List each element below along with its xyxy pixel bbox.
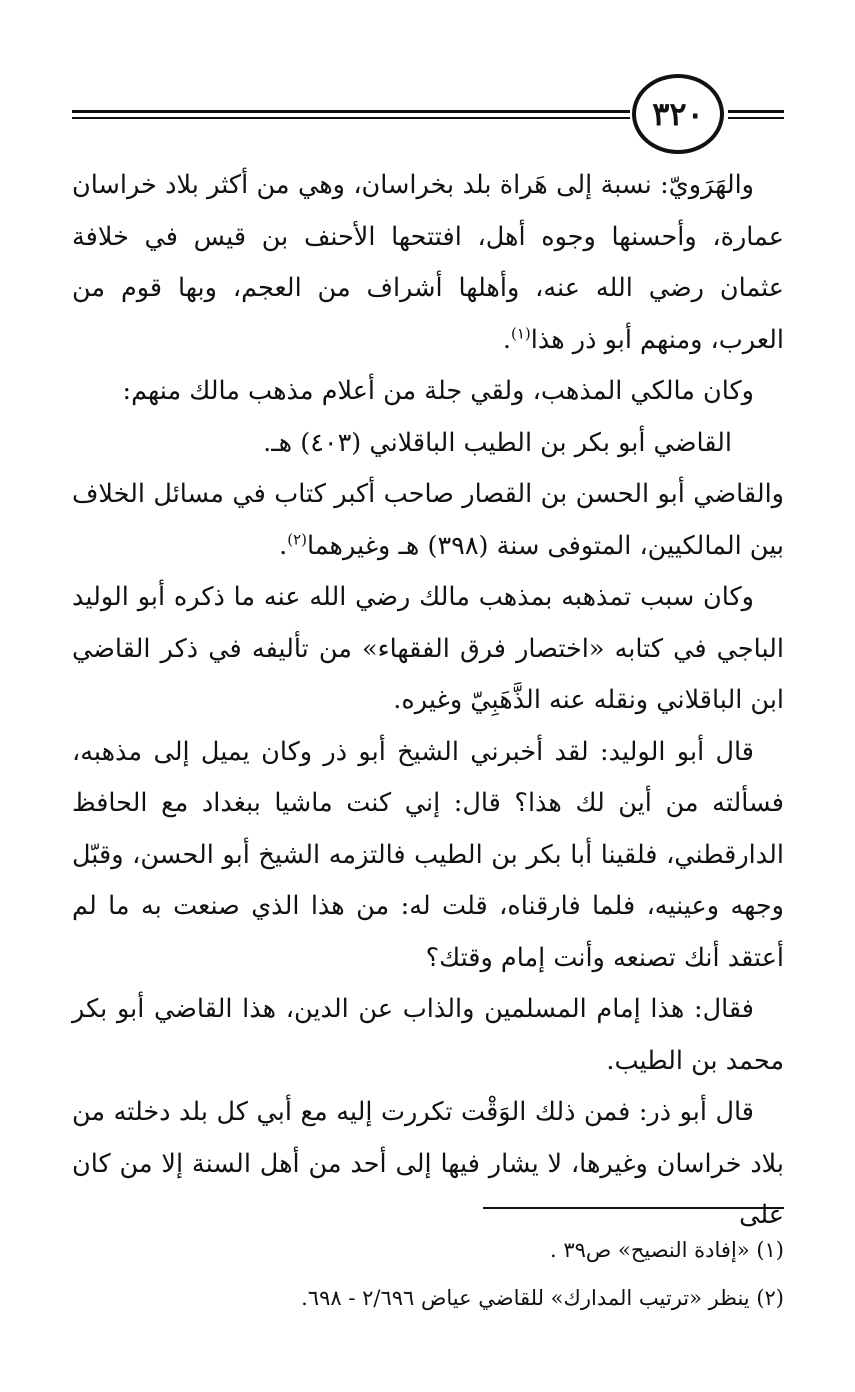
header-rule: [728, 117, 784, 119]
paragraph-text: وكان مالكي المذهب، ولقي جلة من أعلام مذهب مالك منهم:: [122, 376, 754, 406]
paragraph-text: والقاضي أبو الحسن بن القصار صاحب أكبر كتاب في مسائل الخلاف بين المالكيين، المتوفى سنة (٣٩٨) هـ وغيرهما: [72, 479, 784, 561]
header-rule: [728, 110, 784, 113]
paragraph-end: .: [502, 324, 511, 355]
paragraph-text: فقال: هذا إمام المسلمين والذاب عن الدين، هذا القاضي أبو بكر محمد بن الطيب.: [72, 994, 784, 1076]
paragraph-text: القاضي أبو بكر بن الطيب الباقلاني (٤٠٣) هـ.: [263, 427, 732, 458]
footnote: (١) «إفادة النصيح» ص٣٩ .: [549, 1238, 784, 1262]
page-header: [72, 72, 784, 158]
paragraph: [72, 984, 784, 1087]
paragraph: [72, 418, 784, 470]
paragraph-end: .: [279, 530, 288, 561]
footnote-separator: [483, 1207, 784, 1209]
paragraph-text: قال أبو الوليد: لقد أخبرني الشيخ أبو ذر وكان يميل إلى مذهبه، فسألته من أين لك هذا؟ قال: إني كنت ماشيا ببغداد مع الحافظ الدارقطني، فلقينا أبا بكر بن الطيب فالتزمه الشيخ أبو الحسن، وقبّل وجهه وعينيه، فلما فارقناه، قلت له: من هذا الذي صنعت به ما لم أعتقد أنك تصنعه وأنت إمام وقتك؟: [72, 736, 784, 973]
page-number: ٣٢٠: [652, 95, 704, 133]
paragraph: [72, 572, 784, 727]
paragraph: [72, 366, 784, 418]
page-number-badge: [632, 74, 724, 154]
header-rule: [72, 117, 630, 119]
paragraph: [72, 160, 784, 366]
paragraph-text: قال أبو ذر: فمن ذلك الوَقْت تكررت إليه مع أبي كل بلد دخلته من بلاد خراسان وغيرها، لا يشار فيها إلى أحد من أهل السنة إلا من كان على: [72, 1097, 784, 1230]
paragraph-text: والهَرَويّ: نسبة إلى هَراة بلد بخراسان، وهي من أكثر بلاد خراسان عمارة، وأحسنها وجوه أهل، افتتحها الأحنف بن قيس في خلافة عثمان رضي الله عنه، وأهلها أشراف من العجم، وبها قوم من العرب، ومنهم أبو ذر هذا: [72, 170, 784, 355]
footnote-ref: (١): [510, 324, 531, 342]
footnotes: [72, 1226, 784, 1322]
main-text: [72, 160, 784, 1242]
footnote-ref: (٢): [287, 530, 307, 548]
paragraph: [72, 469, 784, 572]
header-rule: [72, 110, 630, 113]
paragraph: [72, 727, 784, 985]
footnote: (٢) ينظر «ترتيب المدارك» للقاضي عياض ٢/٦٩٦ - ٦٩٨.: [301, 1286, 784, 1310]
paragraph: [72, 1087, 784, 1242]
paragraph-text: وكان سبب تمذهبه بمذهب مالك رضي الله عنه ما ذكره أبو الوليد الباجي في كتابه «اختصار فرق الفقهاء» من تأليفه في ذكر القاضي ابن الباقلاني ونقله عنه الذَّهَبِيّ وغيره.: [72, 582, 784, 715]
